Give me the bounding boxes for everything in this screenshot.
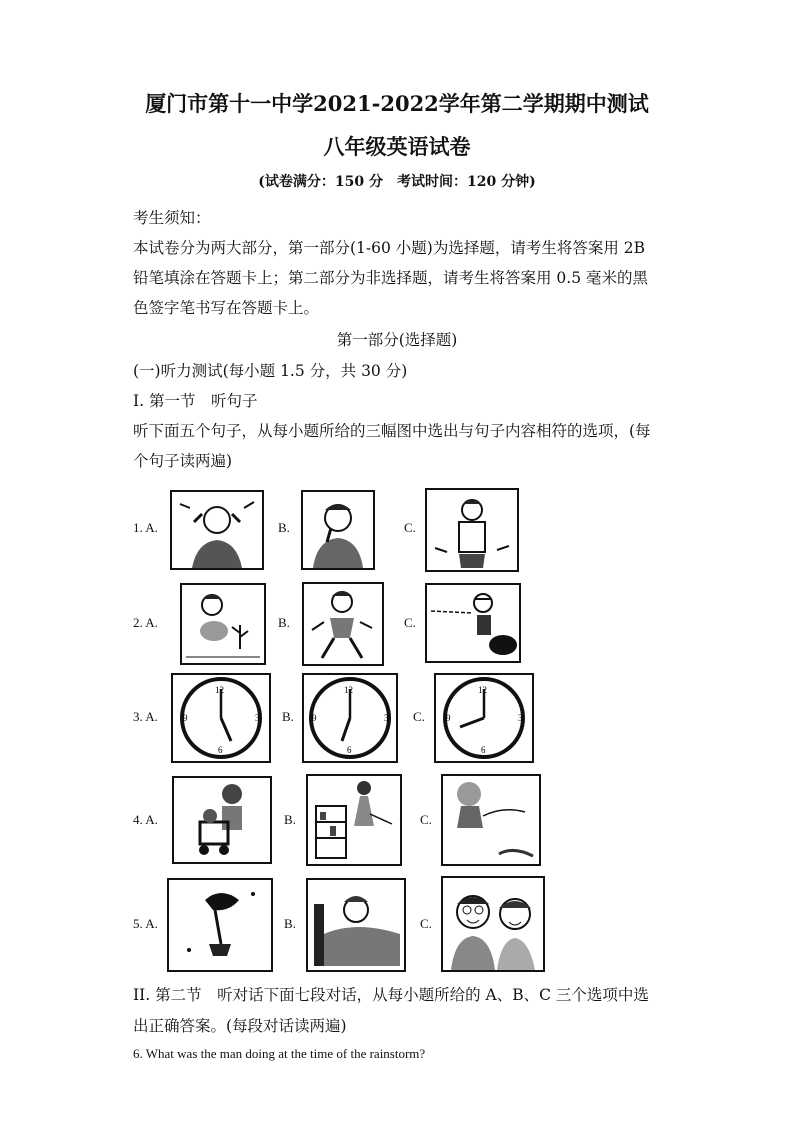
q4-image-a[interactable] [172, 776, 272, 864]
q1-label-b: B. [278, 520, 290, 535]
q2-image-b[interactable] [302, 582, 384, 666]
svg-text:6: 6 [481, 745, 486, 755]
q2-label-b: B. [278, 615, 290, 630]
svg-text:6: 6 [218, 745, 223, 755]
svg-text:9: 9 [183, 713, 188, 723]
section2-line-2: 出正确答案。(每段对话读两遍) [133, 1017, 347, 1035]
q1-label-c: C. [404, 520, 416, 535]
notice-line-3: 色签字笔书写在答题卡上。 [133, 299, 320, 317]
svg-text:3: 3 [384, 713, 389, 723]
question-6: 6. What was the man doing at the time of the rainstorm? [133, 1046, 426, 1061]
q4-label-a: 4. A. [133, 812, 158, 827]
part1-heading: 第一部分(选择题) [336, 331, 458, 349]
score-time: (试卷满分：150 分 考试时间：120 分钟) [258, 174, 536, 190]
q5-label-b: B. [284, 916, 296, 931]
notice-line-2: 铅笔填涂在答题卡上；第二部分为非选择题，请考生将答案用 0.5 毫米的黑 [133, 269, 649, 287]
section1-title: I. 第一节 听句子 [133, 392, 258, 410]
section1-instr-2: 个句子读两遍) [133, 452, 233, 470]
q2-image-c[interactable] [425, 583, 521, 663]
q2-label-c: C. [404, 615, 416, 630]
notice-line-1: 本试卷分为两大部分，第一部分(1-60 小题)为选择题，请考生将答案用 2B [133, 239, 646, 257]
q5-image-c[interactable] [441, 876, 545, 972]
q2-label-a: 2. A. [133, 615, 158, 630]
q4-image-c[interactable] [441, 774, 541, 866]
listening-heading: (一)听力测试(每小题 1.5 分，共 30 分) [133, 362, 408, 380]
q5-image-b[interactable] [306, 878, 406, 972]
q1-image-b[interactable] [301, 490, 375, 570]
q1-image-c[interactable] [425, 488, 519, 572]
svg-text:12: 12 [478, 685, 487, 695]
q1-label-a: 1. A. [133, 520, 158, 535]
svg-text:9: 9 [312, 713, 317, 723]
section1-instr-1: 听下面五个句子，从每小题所给的三幅图中选出与句子内容相符的选项，(每 [133, 422, 651, 440]
q3-image-b[interactable] [302, 673, 398, 763]
q4-image-b[interactable] [306, 774, 402, 866]
svg-text:3: 3 [518, 713, 523, 723]
q4-label-c: C. [420, 812, 432, 827]
exam-subtitle: 八年级英语试卷 [323, 134, 471, 159]
section2-line-1: II. 第二节 听对话下面七段对话，从每小题所给的 A、B、C 三个选项中选 [133, 986, 649, 1004]
q4-label-b: B. [284, 812, 296, 827]
svg-text:6: 6 [347, 745, 352, 755]
q2-image-a[interactable] [180, 583, 266, 665]
q5-label-a: 5. A. [133, 916, 158, 931]
exam-title: 厦门市第十一中学2021-2022学年第二学期期中测试 [145, 91, 649, 116]
notice-heading: 考生须知： [133, 209, 211, 227]
q3-label-a: 3. A. [133, 709, 158, 724]
svg-text:3: 3 [255, 713, 260, 723]
q5-label-c: C. [420, 916, 432, 931]
q3-label-b: B. [282, 709, 294, 724]
q3-label-c: C. [413, 709, 425, 724]
q5-image-a[interactable] [167, 878, 273, 972]
svg-text:12: 12 [215, 685, 224, 695]
svg-text:9: 9 [446, 713, 451, 723]
q1-image-a[interactable] [170, 490, 264, 570]
q3-image-c[interactable] [434, 673, 534, 763]
q3-image-a[interactable] [171, 673, 271, 763]
svg-text:12: 12 [344, 685, 353, 695]
